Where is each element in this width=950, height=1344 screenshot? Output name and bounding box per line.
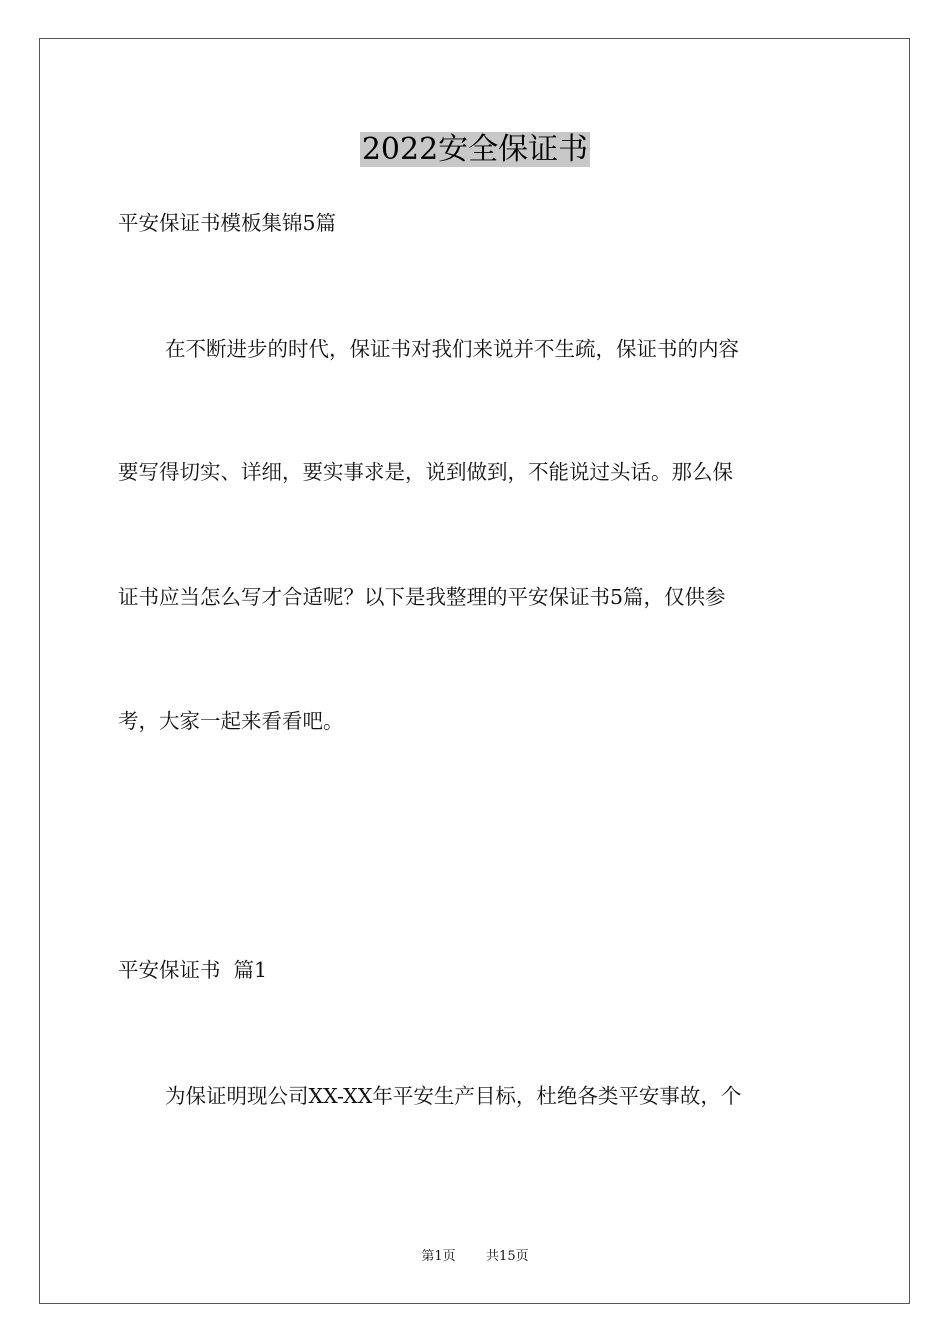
page-number-footer: 第1页 共15页: [421, 1249, 529, 1264]
paragraph-line: 考，大家一起来看看吧。: [118, 709, 344, 733]
document-title-text: 2022安全保证书: [361, 132, 589, 167]
section-heading: 平安保证书 篇1: [118, 958, 268, 982]
paragraph-line: 在不断进步的时代，保证书对我们来说并不生疏，保证书的内容: [165, 337, 739, 361]
paragraph-line: 要写得切实、详细，要实事求是，说到做到，不能说过头话。那么保: [118, 460, 733, 484]
paragraph-line: 证书应当怎么写才合适呢？以下是我整理的平安保证书5篇，仅供参: [118, 585, 726, 609]
paragraph-line: 为保证明现公司XX-XX年平安生产目标，杜绝各类平安事故，个: [165, 1084, 742, 1108]
document-title: [0, 128, 950, 172]
document-subtitle: 平安保证书模板集锦5篇: [118, 211, 337, 235]
